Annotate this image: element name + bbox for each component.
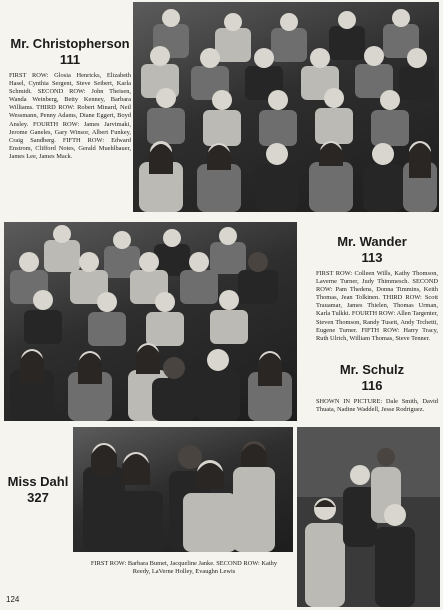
class-photo-christopherson bbox=[133, 2, 439, 212]
teacher-name-dahl: Miss Dahl bbox=[7, 474, 69, 489]
class-photo-dahl bbox=[73, 427, 293, 552]
caption-schulz: SHOWN IN PICTURE: Dale Smith, David Thuata, Nadine Waddell, Jesse Rodriguez. bbox=[316, 398, 438, 414]
room-number-113: 113 bbox=[361, 250, 383, 265]
teacher-name-wander: Mr. Wander bbox=[337, 234, 407, 249]
photo-figures bbox=[133, 2, 439, 212]
room-number-111: 111 bbox=[59, 52, 81, 67]
photo-figures bbox=[73, 427, 293, 552]
caption-dahl: FIRST ROW: Barbara Bumet, Jacqueline Janke. SECOND ROW: Kathy Reedy, LaVerne Holley, Evaughn Lewis bbox=[90, 560, 278, 576]
caption-christopherson: FIRST ROW: Glosia Henricks, Elizabeth Hasel, Cynthia Sergent, Steve Seibert, Karla Schmidt. SECOND ROW: John Theisen, Wanda Weinberg, Betty Kenney, Barbara Williams. THIRD ROW: Robert Minard, Neil Wessmann, Penny Adams, Diane Eggert, Boyd Ansley. FOURTH ROW: James Jarvimaki, Jerome Ganeles, Gary Winsor, Albert Funkey, Craig Sandberg. FIFTH ROW: Edward Enstrom, Clifford Notes, Gerald Muehlbauer, James Lee, James Mack. bbox=[9, 72, 131, 160]
room-number-116: 116 bbox=[361, 378, 383, 393]
teacher-name-schulz: Mr. Schulz bbox=[339, 362, 405, 377]
class-photo-schulz bbox=[297, 427, 440, 607]
teacher-name-christopherson: Mr. Christopherson bbox=[10, 36, 130, 51]
photo-figures bbox=[4, 222, 297, 421]
page-number: 124 bbox=[6, 595, 20, 604]
class-photo-wander bbox=[4, 222, 297, 421]
room-number-327: 327 bbox=[27, 490, 49, 505]
photo-figures bbox=[297, 427, 440, 607]
caption-wander: FIRST ROW: Colleen Wills, Kathy Thomson, Laverne Turner, Judy Thimmesch. SECOND ROW: Pam Thedens, Donna Timmins, Keith Thomas, Jean Tolkinen. THIRD ROW: Scott Trauamar, James Thielen, Thomas Urman, Karla Tulkki. FOURTH ROW: Allen Targenter, Steven Thomson, Randy Tusett, Andy Trchetti, Eugene Turner. FIFTH ROW: Harry Tracy, Ruth Ulrich, William Thomas, Steve Tenner. bbox=[316, 270, 438, 342]
